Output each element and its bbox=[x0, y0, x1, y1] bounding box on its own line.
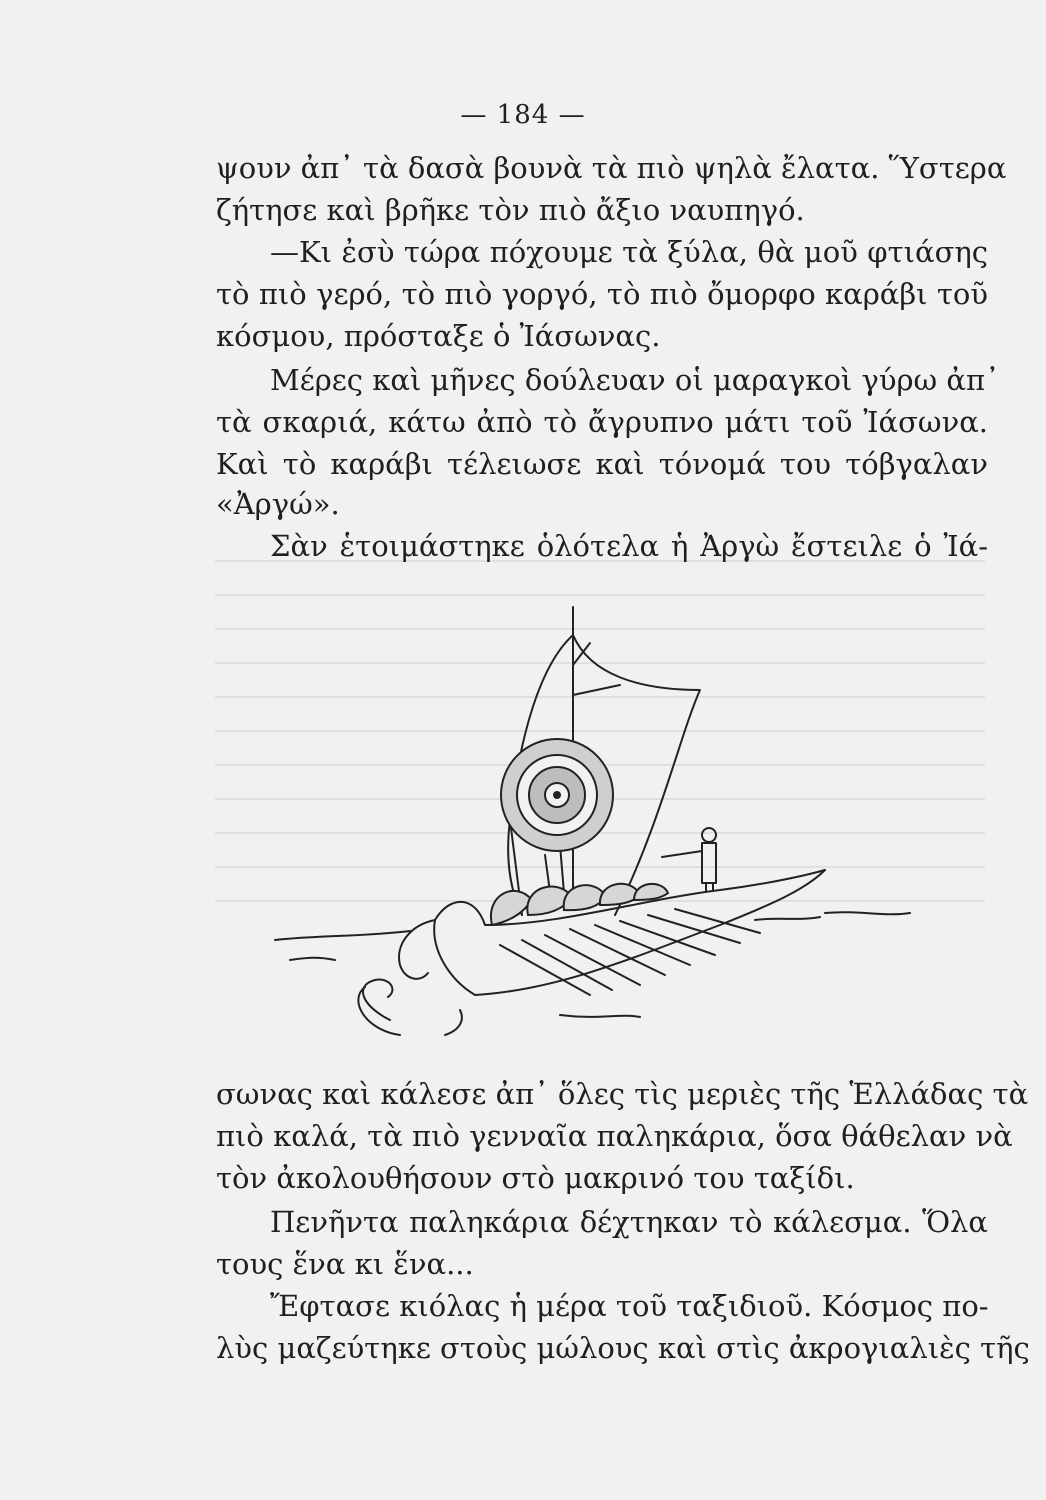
text-line: «Ἀργώ». bbox=[216, 487, 340, 521]
text-line: τὸ πιὸ γερό, τὸ πιὸ γοργό, τὸ πιὸ ὄμορφο καράβι τοῦ bbox=[216, 277, 988, 311]
text-line: Σὰν ἑτοιμάστηκε ὁλότελα ἡ Ἀργὼ ἔστειλε ὁ Ἰά- bbox=[270, 529, 988, 563]
text-line: λὺς μαζεύτηκε στοὺς μώλους καὶ στὶς ἀκρογιαλιὲς τῆς bbox=[216, 1331, 1030, 1365]
text-line: Μέρες καὶ μῆνες δούλευαν οἱ μαραγκοὶ γύρω ἀπ᾽ bbox=[270, 363, 1000, 397]
sail-emblem bbox=[501, 739, 613, 851]
text-line: τους ἕνα κι ἕνα... bbox=[216, 1247, 474, 1281]
text-line: κόσμου, πρόσταξε ὁ Ἰάσωνας. bbox=[216, 319, 661, 353]
text-line: τὸν ἀκολουθήσουν στὸ μακρινό του ταξίδι. bbox=[216, 1161, 855, 1195]
argo-ship-illustration bbox=[260, 595, 940, 1045]
deck-shields bbox=[491, 884, 668, 925]
page-number: — 184 — bbox=[460, 100, 586, 130]
text-line: τὰ σκαριά, κάτω ἀπὸ τὸ ἄγρυπνο μάτι τοῦ Ἰάσωνα. bbox=[216, 405, 988, 439]
text-line: σωνας καὶ κάλεσε ἀπ᾽ ὅλες τὶς μεριὲς τῆς Ἑλλάδας τὰ bbox=[216, 1077, 1029, 1111]
text-line: —Κι ἐσὺ τώρα πόχουμε τὰ ξύλα, θὰ μοῦ φτιάσης bbox=[270, 235, 988, 269]
text-line: ζήτησε καὶ βρῆκε τὸν πιὸ ἄξιο ναυπηγό. bbox=[216, 193, 805, 227]
text-line: ψουν ἀπ᾽ τὰ δασὰ βουνὰ τὰ πιὸ ψηλὰ ἔλατα. Ὕστερα bbox=[216, 151, 1007, 185]
text-line: πιὸ καλά, τὰ πιὸ γενναῖα παληκάρια, ὅσα θάθελαν νὰ bbox=[216, 1119, 1013, 1153]
text-line: Ἔφτασε κιόλας ἡ μέρα τοῦ ταξιδιοῦ. Κόσμος πο- bbox=[270, 1289, 989, 1323]
text-line: Πενῆντα παληκάρια δέχτηκαν τὸ κάλεσμα. Ὅλα bbox=[270, 1205, 988, 1239]
text-line: Καὶ τὸ καράβι τέλειωσε καὶ τόνομά του τόβγαλαν bbox=[216, 447, 988, 481]
